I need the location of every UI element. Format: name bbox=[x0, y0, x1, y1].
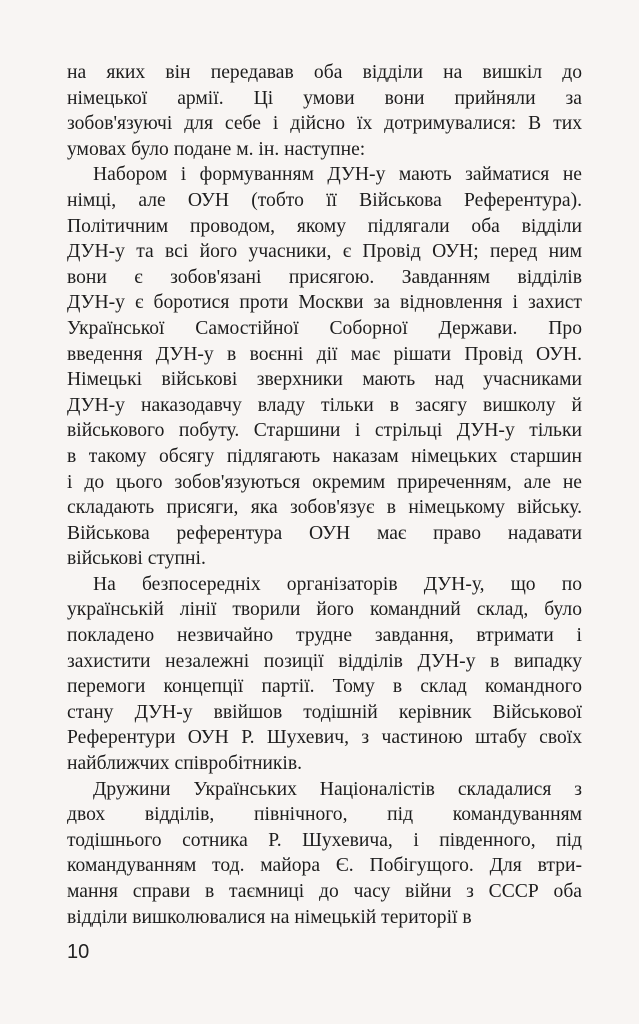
paragraph bbox=[67, 572, 582, 777]
text-line: і до цього зобов'язуються окремим приреченням, але не bbox=[67, 471, 582, 493]
text-line: в такому обсягу підлягають наказам німецьких старшин bbox=[67, 445, 582, 467]
text-line: на яких він передавав оба відділи на вишкіл до bbox=[67, 62, 582, 83]
text-line: українській лінії творили його командний склад, було bbox=[67, 599, 582, 621]
text-line: тодішнього сотника Р. Шухевича, і південного, під bbox=[67, 829, 582, 851]
text-line: Військова референтура ОУН має право надавати bbox=[67, 522, 582, 544]
text-line: зобов'язуючі для себе і дійсно їх дотримувалися: В тих bbox=[67, 113, 582, 135]
text-line: введення ДУН-у в воєнні дії має рішати Провід ОУН. bbox=[67, 343, 582, 365]
text-line: відділи вишколювалися на німецькій території в bbox=[67, 906, 472, 928]
text-line: ДУН-у та всі його учасники, є Провід ОУН; перед ним bbox=[67, 241, 582, 263]
text-line: німці, але ОУН (тобто її Військова Референтура). bbox=[67, 189, 582, 211]
paragraph bbox=[67, 777, 582, 931]
text-line: покладено незвичайно трудне завдання, втримати і bbox=[67, 625, 582, 647]
text-line: перемоги концепції партії. Тому в склад командного bbox=[67, 676, 582, 698]
paragraph bbox=[67, 60, 582, 162]
text-line: захистити незалежні позиції відділів ДУН-у в випадку bbox=[67, 650, 582, 672]
text-line: Референтури ОУН Р. Шухевич, з частиною штабу своїх bbox=[67, 727, 582, 749]
text-line: військового побуту. Старшини і стрільці ДУН-у тільки bbox=[67, 420, 582, 442]
text-line: На безпосередніх організаторів ДУН-у, що по bbox=[93, 573, 582, 595]
text-line: найближчих співробітників. bbox=[67, 753, 303, 775]
text-line: Політичним проводом, якому підлягали оба відділи bbox=[67, 215, 582, 237]
text-line: Української Самостійної Соборної Держави. Про bbox=[67, 317, 582, 339]
text-line: командуванням тод. майора Є. Побігущого. Для втри- bbox=[67, 855, 582, 877]
text-line: ДУН-у наказодавчу владу тільки в засягу вишколу й bbox=[67, 394, 582, 416]
text-line: Набором і формуванням ДУН-у мають займатися не bbox=[93, 164, 582, 186]
text-line: військові ступні. bbox=[67, 548, 206, 570]
text-line: ДУН-у є боротися проти Москви за відновлення і захист bbox=[67, 292, 582, 314]
text-line: вони є зобов'язані присягою. Завданням відділів bbox=[67, 266, 582, 288]
text-line: складають присяги, яка зобов'язує в німецькому війську. bbox=[67, 497, 582, 519]
text-line: умовах було подане м. ін. наступне: bbox=[67, 138, 366, 160]
page-number: 10 bbox=[67, 941, 90, 963]
text-line: Дружини Українських Націоналістів складалися з bbox=[93, 778, 582, 800]
paragraph bbox=[67, 162, 582, 572]
text-line: німецької армії. Ці умови вони прийняли за bbox=[67, 87, 582, 109]
body-text bbox=[67, 60, 582, 930]
text-line: мання справи в таємниці до часу війни з СССР оба bbox=[67, 881, 582, 902]
text-line: стану ДУН-у ввійшов тодішній керівник Військової bbox=[67, 701, 582, 723]
text-line: Німецькі військові зверхники мають над учасниками bbox=[67, 369, 582, 391]
text-line: двох відділів, північного, під командуванням bbox=[67, 804, 582, 826]
